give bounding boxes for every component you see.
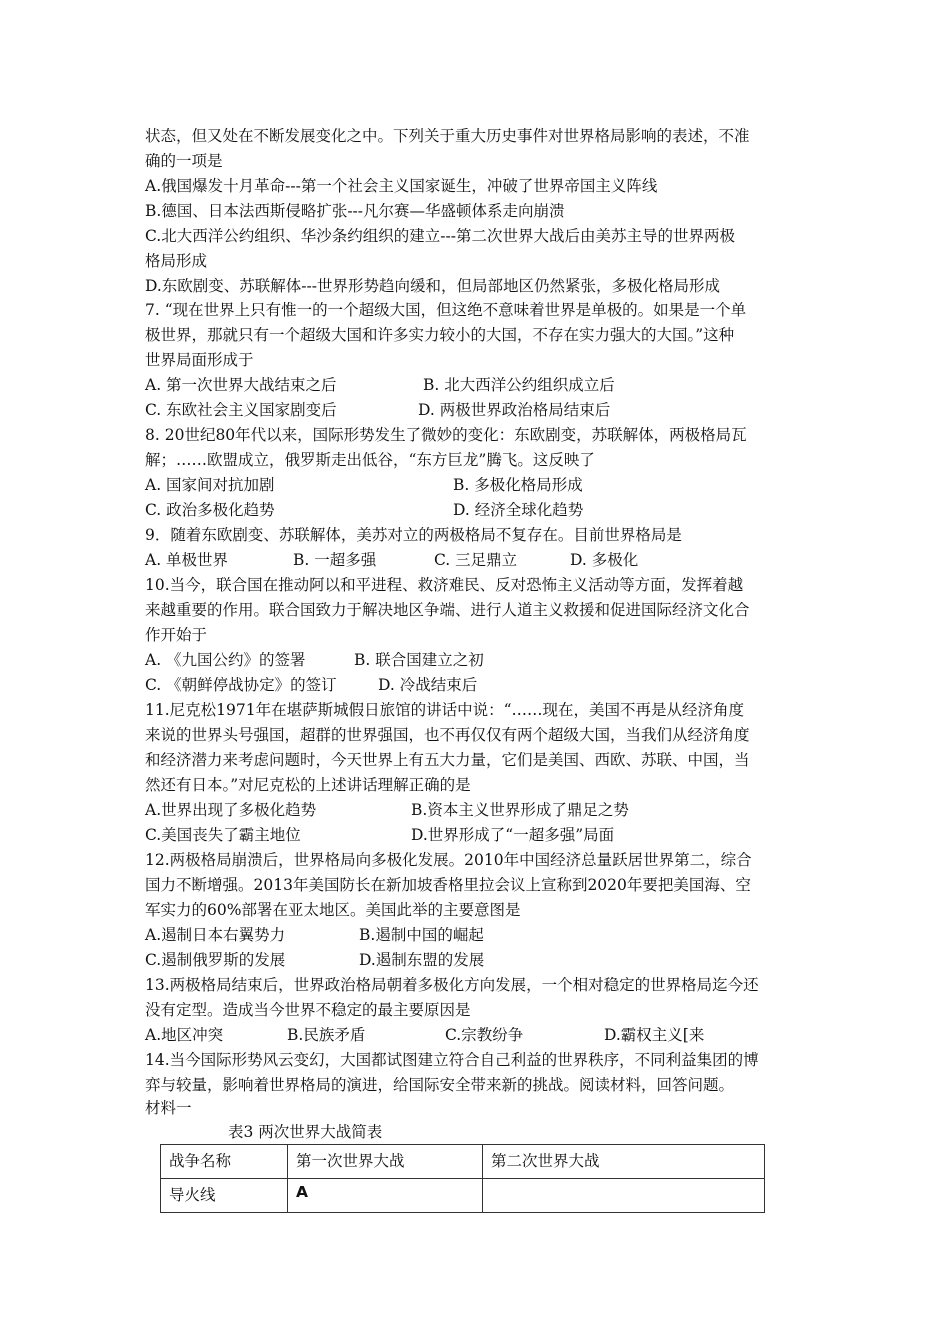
q8-option-b: B. 多极化格局形成 [453, 476, 583, 494]
table-cell: A [288, 1179, 483, 1213]
q13-stem-line2: 没有定型。造成当今世界不稳定的最主要原因是 [145, 1001, 471, 1019]
q6-stem-line1: 状态，但又处在不断发展变化之中。下列关于重大历史事件对世界格局影响的表述，不准 [145, 127, 750, 145]
q8-stem-line2: 解；……欧盟成立，俄罗斯走出低谷，“东方巨龙”腾飞。这反映了 [145, 451, 595, 469]
q11-option-d: D.世界形成了“一超多强”局面 [411, 826, 615, 844]
q8-stem-line1: 8. 20世纪80年代以来，国际形势发生了微妙的变化：东欧剧变，苏联解体，两极格局瓦 [145, 426, 747, 444]
q11-option-b: B.资本主义世界形成了鼎足之势 [411, 801, 629, 819]
q6-option-c-line2: 格局形成 [145, 252, 208, 270]
q6-option-a: A.俄国爆发十月革命---第一个社会主义国家诞生，冲破了世界帝国主义阵线 [145, 177, 658, 195]
q12-stem-line3: 军实力的60%部署在亚太地区。美国此举的主要意图是 [145, 901, 521, 919]
q12-option-a: A.遏制日本右翼势力 [145, 926, 286, 944]
table-caption: 表3 两次世界大战简表 [228, 1123, 383, 1141]
q7-option-a: A. 第一次世界大战结束之后 [145, 376, 337, 394]
q11-stem-line1: 11.尼克松1971年在堪萨斯城假日旅馆的讲话中说：“……现在，美国不再是从经济角度 [145, 701, 745, 719]
world-wars-table [160, 1144, 765, 1213]
q10-option-d: D. 冷战结束后 [378, 676, 478, 694]
table-header-row [161, 1145, 765, 1179]
table-row [161, 1179, 765, 1213]
q12-stem-line2: 国力不断增强。2013年美国防长在新加坡香格里拉会议上宣称到2020年要把美国海、空 [145, 876, 751, 894]
q7-option-b: B. 北大西洋公约组织成立后 [423, 376, 615, 394]
q7-stem-line1: 7. “现在世界上只有惟一的一个超级大国，但这绝不意味着世界是单极的。如果是一个单 [145, 301, 747, 319]
q12-stem-line1: 12.两极格局崩溃后，世界格局向多极化发展。2010年中国经济总量跃居世界第二，综合 [145, 851, 752, 869]
q10-option-a: A. 《九国公约》的签署 [145, 651, 306, 669]
q9-option-c: C. 三足鼎立 [434, 551, 518, 569]
table-cell [483, 1179, 765, 1213]
q9-stem: 9．随着东欧剧变、苏联解体，美苏对立的两极格局不复存在。目前世界格局是 [145, 526, 682, 544]
q14-material-label: 材料一 [145, 1099, 192, 1117]
q9-option-d: D. 多极化 [570, 551, 639, 569]
q11-stem-line3: 和经济潜力来考虑问题时，今天世界上有五大力量，它们是美国、西欧、苏联、中国，当 [145, 751, 750, 769]
q6-option-b: B.德国、日本法西斯侵略扩张---凡尔赛—华盛顿体系走向崩溃 [145, 202, 565, 220]
q13-stem-line1: 13.两极格局结束后，世界政治格局朝着多极化方向发展，一个相对稳定的世界格局迄今还 [145, 976, 759, 994]
q13-option-b: B.民族矛盾 [287, 1026, 366, 1044]
q14-stem-line2: 弈与较量，影响着世界格局的演进，给国际安全带来新的挑战。阅读材料，回答问题。 [145, 1076, 735, 1094]
q6-stem-line2: 确的一项是 [145, 152, 223, 170]
q14-stem-line1: 14.当今国际形势风云变幻，大国都试图建立符合自己利益的世界秩序，不同利益集团的博 [145, 1051, 759, 1069]
q6-option-d: D.东欧剧变、苏联解体---世界形势趋向缓和，但局部地区仍然紧张，多极化格局形成 [145, 277, 721, 295]
q11-option-c: C.美国丧失了霸主地位 [145, 826, 301, 844]
q7-option-d: D. 两极世界政治格局结束后 [418, 401, 611, 419]
table-header-cell: 第一次世界大战 [288, 1145, 483, 1179]
table-header-cell: 第二次世界大战 [483, 1145, 765, 1179]
q10-stem-line2: 来越重要的作用。联合国致力于解决地区争端、进行人道主义救援和促进国际经济文化合 [145, 601, 750, 619]
q13-option-d: D.霸权主义[来 [604, 1026, 705, 1044]
q11-option-a: A.世界出现了多极化趋势 [145, 801, 317, 819]
q9-option-b: B. 一超多强 [293, 551, 377, 569]
q10-stem-line3: 作开始于 [145, 626, 208, 644]
q12-option-b: B.遏制中国的崛起 [359, 926, 484, 944]
q10-option-c: C. 《朝鲜停战协定》的签订 [145, 676, 337, 694]
q11-stem-line4: 然还有日本。”对尼克松的上述讲话理解正确的是 [145, 776, 471, 794]
q13-option-a: A.地区冲突 [145, 1026, 224, 1044]
q10-stem-line1: 10.当今，联合国在推动阿以和平进程、救济难民、反对恐怖主义活动等方面，发挥着越 [145, 576, 744, 594]
q12-option-d: D.遏制东盟的发展 [359, 951, 485, 969]
q8-option-d: D. 经济全球化趋势 [453, 501, 584, 519]
q12-option-c: C.遏制俄罗斯的发展 [145, 951, 286, 969]
q7-stem-line2: 极世界，那就只有一个超级大国和许多实力较小的大国，不存在实力强大的大国。”这种 [145, 326, 735, 344]
q7-option-c: C. 东欧社会主义国家剧变后 [145, 401, 337, 419]
table-header-cell: 战争名称 [161, 1145, 288, 1179]
q8-option-a: A. 国家间对抗加剧 [145, 476, 275, 494]
q11-stem-line2: 来说的世界头号强国，超群的世界强国，也不再仅仅有两个超级大国，当我们从经济角度 [145, 726, 750, 744]
q13-option-c: C.宗教纷争 [445, 1026, 524, 1044]
table-cell: 导火线 [161, 1179, 288, 1213]
q8-option-c: C. 政治多极化趋势 [145, 501, 275, 519]
q7-stem-line3: 世界局面形成于 [145, 351, 254, 369]
q6-option-c-line1: C.北大西洋公约组织、华沙条约组织的建立---第二次世界大战后由美苏主导的世界两极 [145, 227, 735, 245]
q9-option-a: A. 单极世界 [145, 551, 229, 569]
q10-option-b: B. 联合国建立之初 [354, 651, 484, 669]
